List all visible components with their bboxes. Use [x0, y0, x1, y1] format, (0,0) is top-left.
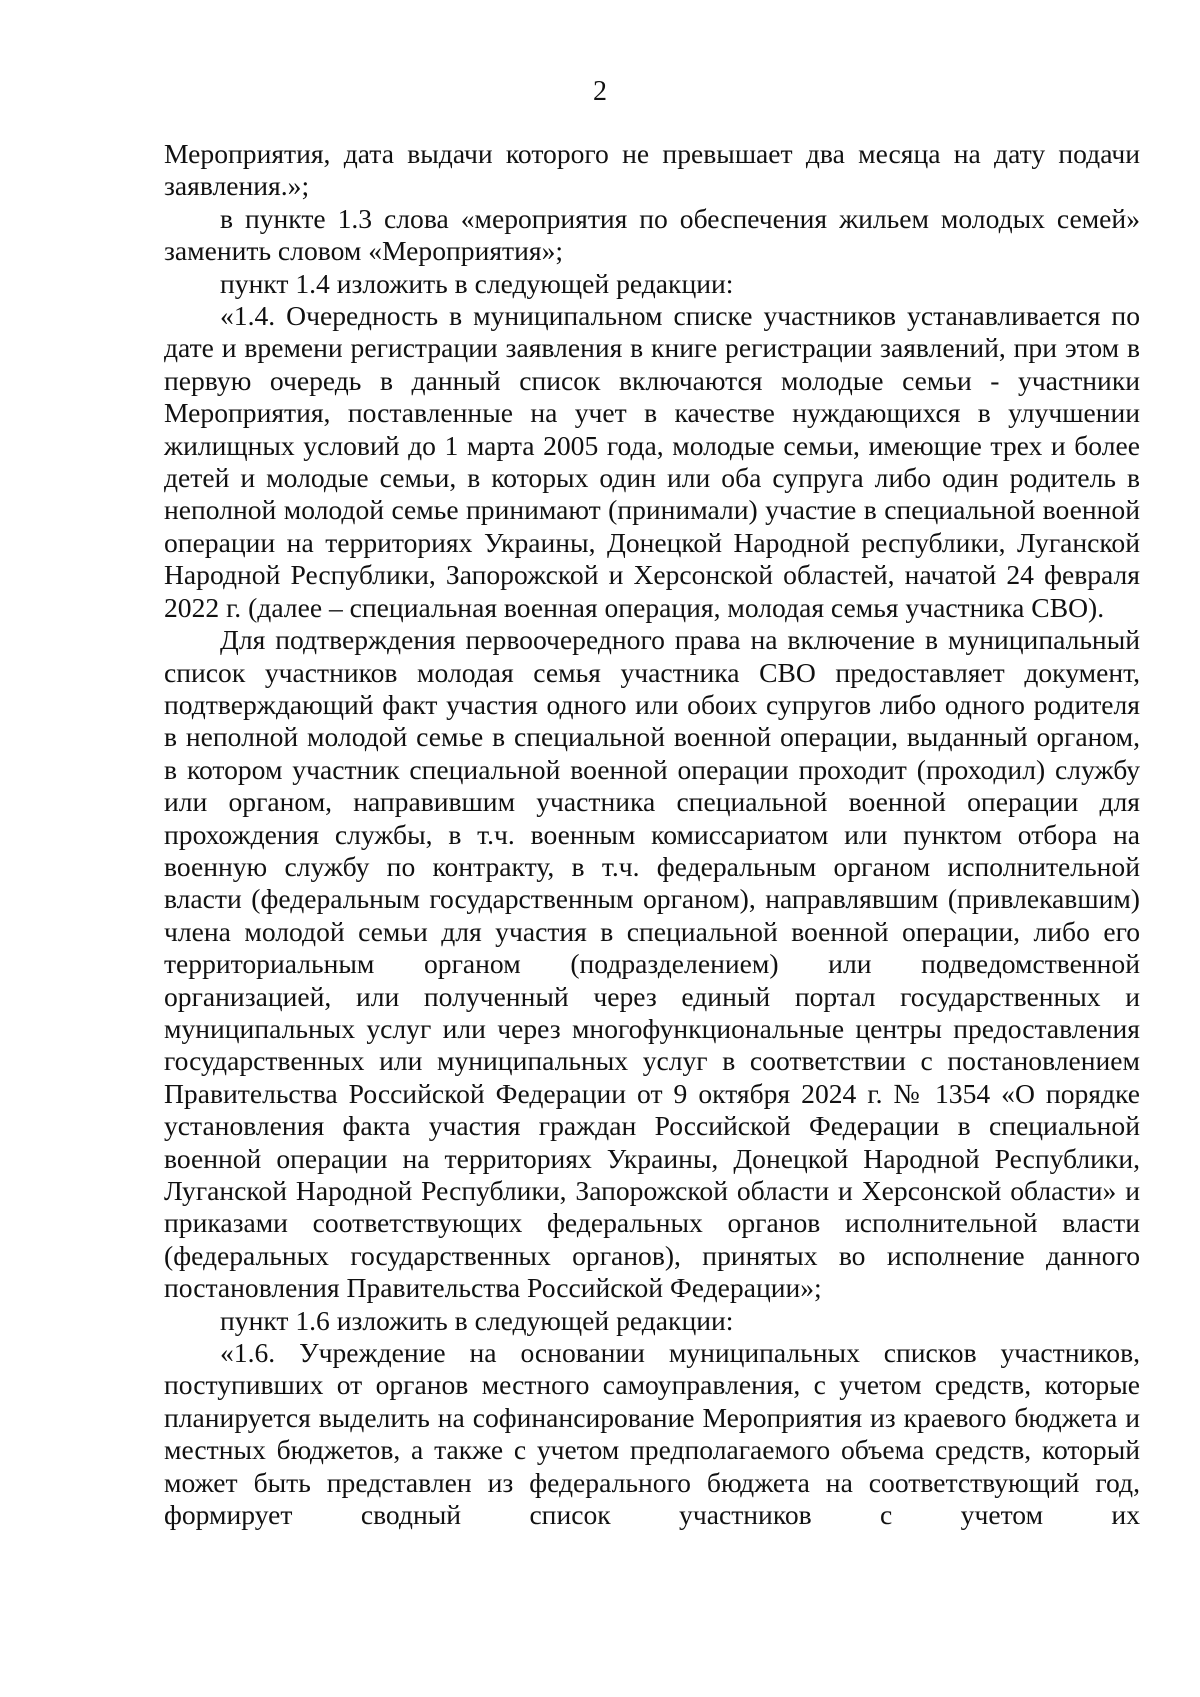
paragraph-clause-1-4: «1.4. Очередность в муниципальном списке участников устанавливается по дате и времени регистрации заявления в книге регистрации заявлений, при этом в первую очередь в данный список включаются молодые семьи - участники Мероприятия, поставленные на учет в качестве нуждающихся в улучшении жилищных условий до 1 марта 2005 года, молодые семьи, имеющие трех и более детей и молодые семьи, в которых один или оба супруга либо один родитель в неполной молодой семье принимают (принимали) участие в специальной военной операции на территориях Украины, Донецкой Народной республики, Луганской Народной Республики, Запорожской и Херсонской областей, начатой 24 февраля 2022 г. (далее – специальная военная операция, молодая семья участника СВО). [164, 300, 1140, 623]
paragraph-confirmation: Для подтверждения первоочередного права на включение в муниципальный список участников молодая семья участника СВО предоставляет документ, подтверждающий факт участия одного или обоих супругов либо одного родителя в неполной молодой семье в специальной военной операции, выданный органом, в котором участник специальной военной операции проходит (проходил) службу или органом, направившим участника специальной военной операции для прохождения службы, в т.ч. военным комиссариатом или пунктом отбора на военную службу по контракту, в т.ч. федеральным органом исполнительной власти (федеральным государственным органом), направлявшим (привлекавшим) члена молодой семьи для участия в специальной военной операции, либо его территориальным органом (подразделением) или подведомственной организацией, или полученный через единый портал государственных и муниципальных услуг или через многофункциональные центры предоставления государственных или муниципальных услуг в соответствии с постановлением Правительства Российской Федерации от 9 октября 2024 г. № 1354 «О порядке установления факта участия граждан Российской Федерации в специальной военной операции на территориях Украины, Донецкой Народной Республики, Луганской Народной Республики, Запорожской области и Херсонской области» и приказами соответствующих федеральных органов исполнительной власти (федеральных государственных органов), принятых во исполнение данного постановления Правительства Российской Федерации»; [164, 624, 1140, 1304]
document-body [164, 138, 1140, 1531]
paragraph-amendment-1-3: в пункте 1.3 слова «мероприятия по обеспечения жильем молодых семей» заменить словом «Мероприятия»; [164, 202, 1140, 267]
page-number: 2 [593, 76, 607, 107]
paragraph-instruction-1-6: пункт 1.6 изложить в следующей редакции: [220, 1304, 734, 1336]
paragraph-clause-1-6: «1.6. Учреждение на основании муниципальных списков участников, поступивших от органов местного самоуправления, с учетом средств, которые планируется выделить на софинансирование Мероприятия из краевого бюджета и местных бюджетов, а также с учетом предполагаемого объема средств, который может быть представлен из федерального бюджета на соответствующий год, формирует сводный список участников с учетом их [164, 1337, 1140, 1531]
paragraph-instruction-1-4: пункт 1.4 изложить в следующей редакции: [220, 267, 734, 299]
paragraph-continuation: Мероприятия, дата выдачи которого не превышает два месяца на дату подачи заявления.»; [164, 138, 1140, 202]
